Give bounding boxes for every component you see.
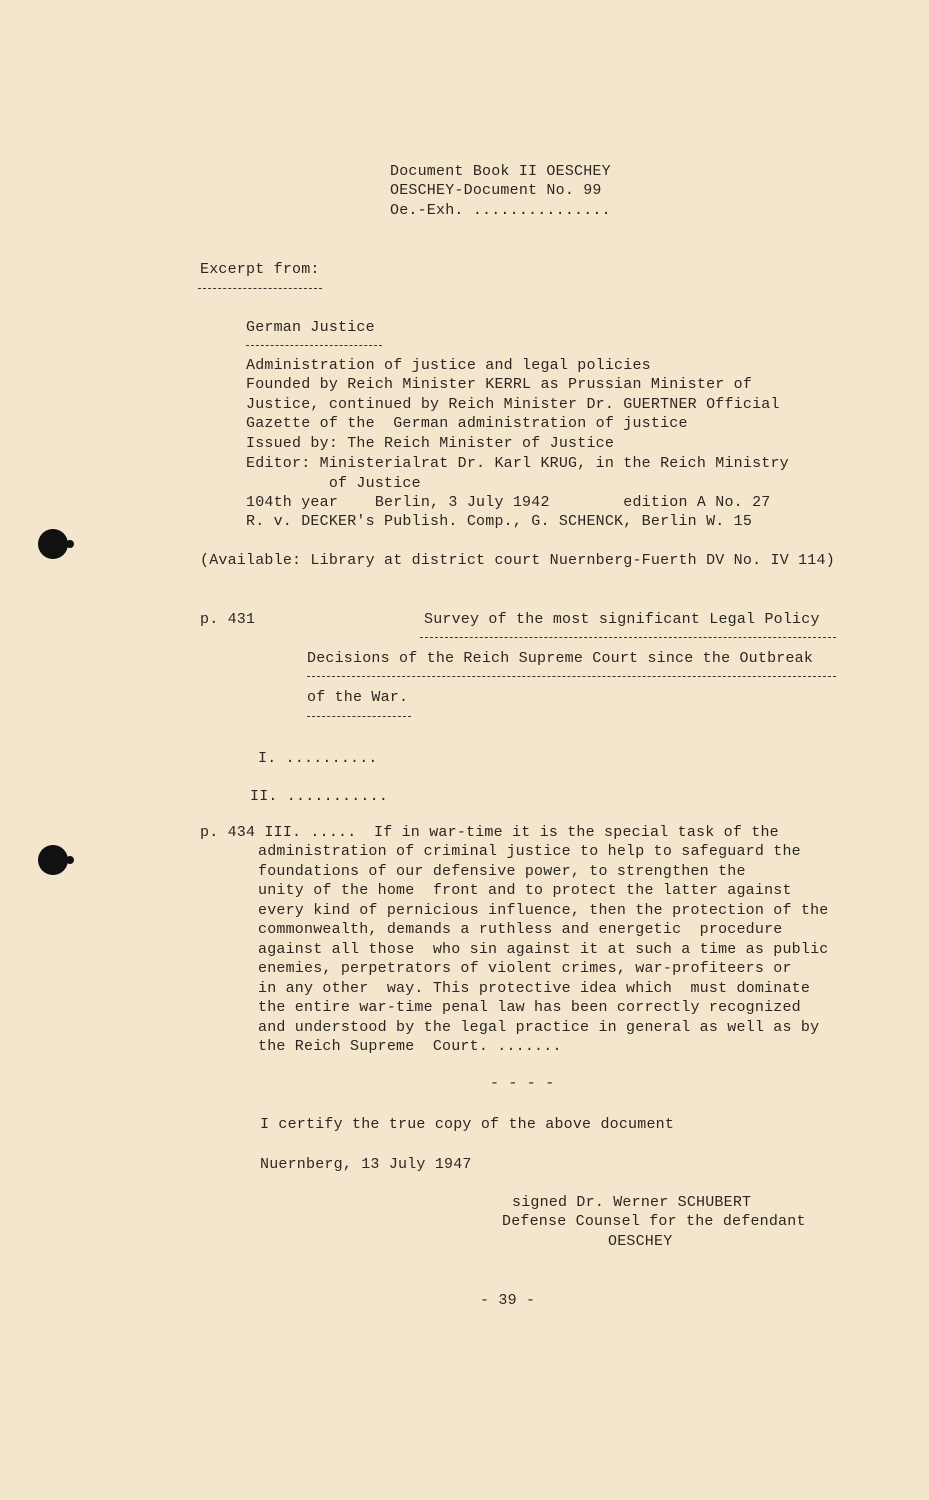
body-line: foundations of our defensive power, to strengthen the bbox=[258, 863, 746, 880]
excerpt-underline bbox=[198, 288, 322, 289]
page-number: - 39 - bbox=[480, 1292, 536, 1309]
section-heading-line-3: of the War. bbox=[307, 689, 409, 706]
publication-line: Justice, continued by Reich Minister Dr. GUERTNER Official bbox=[246, 396, 780, 413]
header-line-1: Document Book II OESCHEY bbox=[390, 163, 611, 180]
section-heading-line-2: Decisions of the Reich Supreme Court since the Outbreak bbox=[307, 650, 814, 667]
punch-hole bbox=[38, 529, 68, 559]
body-line: administration of criminal justice to help to safeguard the bbox=[258, 843, 801, 860]
excerpt-label: Excerpt from: bbox=[200, 261, 320, 278]
signer-role: Defense Counsel for the defendant bbox=[502, 1213, 806, 1230]
publication-line: Editor: Ministerialrat Dr. Karl KRUG, in the Reich Ministry bbox=[246, 455, 789, 472]
heading-underline bbox=[420, 637, 836, 638]
body-line: every kind of pernicious influence, then the protection of the bbox=[258, 902, 829, 919]
body-line: unity of the home front and to protect the latter against bbox=[258, 882, 792, 899]
publication-line: Issued by: The Reich Minister of Justice bbox=[246, 435, 615, 452]
body-page-reference: p. 434 III. ..... bbox=[200, 824, 357, 841]
publication-line: Gazette of the German administration of justice bbox=[246, 415, 688, 432]
separator: - - - - bbox=[490, 1075, 555, 1092]
body-line: in any other way. This protective idea which must dominate bbox=[258, 980, 811, 997]
body-line: enemies, perpetrators of violent crimes, war-profiteers or bbox=[258, 960, 792, 977]
publication-line: Administration of justice and legal policies bbox=[246, 357, 651, 374]
item-one: I. .......... bbox=[258, 750, 378, 767]
certification-statement: I certify the true copy of the above document bbox=[260, 1116, 675, 1133]
publication-title-underline bbox=[246, 345, 382, 346]
body-line: against all those who sin against it at such a time as public bbox=[258, 941, 829, 958]
header-line-2: OESCHEY-Document No. 99 bbox=[390, 182, 602, 199]
body-line: commonwealth, demands a ruthless and energetic procedure bbox=[258, 921, 783, 938]
publication-line: Founded by Reich Minister KERRL as Prussian Minister of bbox=[246, 376, 753, 393]
body-line: and understood by the legal practice in general as well as by bbox=[258, 1019, 820, 1036]
publication-line: 104th year Berlin, 3 July 1942 edition A No. 27 bbox=[246, 494, 771, 511]
publication-line: of Justice bbox=[246, 475, 421, 492]
signature-line: signed Dr. Werner SCHUBERT bbox=[512, 1194, 752, 1211]
availability-note: (Available: Library at district court Nuernberg-Fuerth DV No. IV 114) bbox=[200, 552, 835, 569]
punch-hole bbox=[38, 845, 68, 875]
body-line: If in war-time it is the special task of the bbox=[374, 824, 779, 841]
body-line: the entire war-time penal law has been correctly recognized bbox=[258, 999, 801, 1016]
place-date: Nuernberg, 13 July 1947 bbox=[260, 1156, 472, 1173]
page-reference: p. 431 bbox=[200, 611, 256, 628]
publication-line: R. v. DECKER's Publish. Comp., G. SCHENCK, Berlin W. 15 bbox=[246, 513, 753, 530]
header-line-3: Oe.-Exh. ............... bbox=[390, 202, 611, 219]
section-heading-line-1: Survey of the most significant Legal Policy bbox=[424, 611, 820, 628]
body-line: the Reich Supreme Court. ....... bbox=[258, 1038, 562, 1055]
heading-underline bbox=[307, 676, 836, 677]
defendant-name: OESCHEY bbox=[608, 1233, 673, 1250]
heading-underline bbox=[307, 716, 411, 717]
publication-title: German Justice bbox=[246, 319, 375, 336]
item-two: II. ........... bbox=[250, 788, 389, 805]
